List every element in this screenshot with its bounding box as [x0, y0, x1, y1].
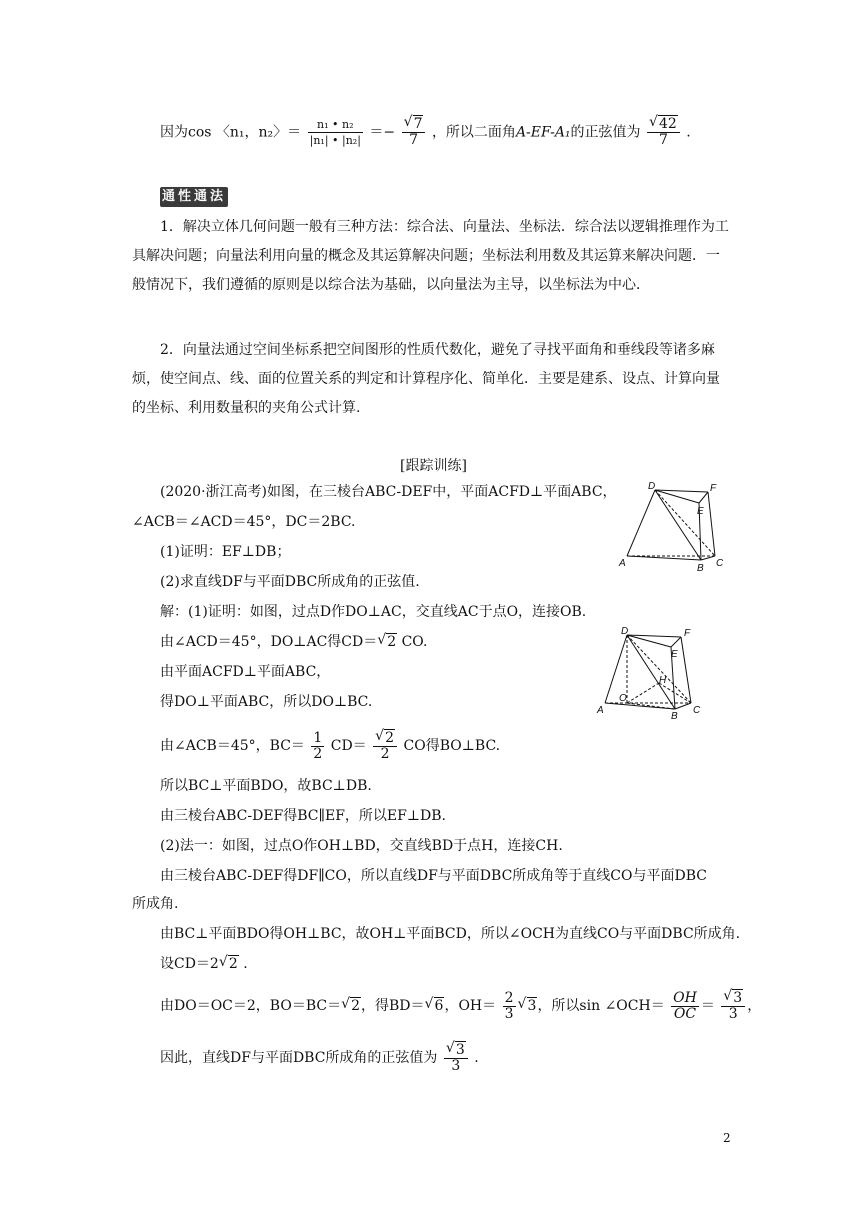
solution-line-14-tail: .: [474, 1050, 479, 1066]
period: .: [686, 124, 691, 141]
edge-BC: [701, 556, 715, 560]
solution-line-11: 由BC⊥平面BDO得OH⊥BC，故OH⊥平面BCD，所以∠OCH为直线CO与平面DBC所成角.: [160, 926, 741, 942]
sqrt-2-radicand: 2: [387, 634, 397, 650]
solution-line-12-tail: .: [243, 956, 248, 972]
question-1: (1)证明：EF⊥DB；: [160, 544, 291, 560]
edge-FC: [681, 637, 691, 703]
problem-line-1: (2020·浙江高考)如图，在三棱台ABC-DEF中，平面ACFD⊥平面ABC，: [160, 484, 617, 500]
final-denominator: 3: [451, 1057, 461, 1074]
sqrt-3-oh: [518, 988, 538, 1024]
edge-DA: [627, 490, 655, 556]
answer-fraction: [647, 117, 680, 148]
sqrt2-numerator: 2: [385, 729, 395, 746]
label-E: E: [697, 506, 704, 517]
solution-line-13-c: ，OH＝: [444, 998, 497, 1014]
solution-line-12-lead: 设CD＝2: [160, 956, 219, 972]
oc-denominator: OC: [673, 1005, 697, 1022]
method-paragraph-1: 1．解决立体几何问题一般有三种方法：综合法、向量法、坐标法．综合法以逻辑推理作为工具解决问题；向量法利用向量的概念及其运算解决问题；坐标法利用数及其运算来解决问题．一般情况下，我们遵循的原则是以综合法为基础，以向量法为主导，以坐标法为中心．: [132, 219, 729, 293]
solution-line-5-tail: CO得BO⊥BC.: [403, 738, 501, 754]
edge-DE: [655, 490, 699, 503]
label-B: B: [671, 711, 678, 720]
oh-over-oc-fraction: [671, 991, 699, 1022]
label-H: H: [659, 675, 667, 686]
label-O: O: [619, 693, 627, 704]
solution-line-13-d: ，所以sin ∠OCH＝: [537, 998, 665, 1014]
sqrt3-denominator: 3: [728, 1005, 738, 1022]
neg-sqrt7-fraction: [402, 117, 426, 148]
two-thirds-denominator: 3: [504, 1005, 514, 1022]
label-D: D: [648, 481, 656, 492]
page-number: 2: [723, 1131, 731, 1145]
edge-BC: [675, 703, 691, 709]
solution-line-9: 由三棱台ABC-DEF得DF∥CO，所以直线DF与平面DBC所成角等于直线CO与平面DBC: [160, 868, 707, 884]
sqrt-6: [425, 988, 445, 1024]
dihedral-angle-name: A-EF-A₁: [515, 124, 571, 141]
label-F: F: [684, 628, 691, 639]
method-paragraph-2: 2．向量法通过空间坐标系把空间图形的性质代数化，避免了寻找平面角和垂线段等诸多麻烦，使空间点、线、面的位置关系的判定和计算程序化、简单化．主要是建系、设点、计算向量的坐标、利用数量积的夹角公式计算.: [132, 342, 720, 416]
solution-line-10: 所成角.: [132, 896, 179, 912]
problem-line-2: ∠ACB＝∠ACD＝45°，DC＝2BC.: [132, 514, 356, 530]
solution-line-2-tail: CO.: [401, 634, 428, 650]
sqrt2-denominator: 2: [380, 745, 390, 762]
solution-line-5-mid: CD＝: [330, 738, 367, 754]
solution-line-14-lead: 因此，直线DF与平面DBC所成角的正弦值为: [160, 1050, 438, 1066]
answer-denominator: 7: [658, 132, 668, 148]
solution-line-13-a: 由DO＝OC＝2，BO＝BC＝: [160, 998, 342, 1014]
solution-line-7: 由三棱台ABC-DEF得BC∥EF，所以EF⊥DB.: [160, 808, 446, 824]
edge-EF: [671, 637, 681, 647]
label-C: C: [693, 705, 701, 716]
edge-EF: [699, 492, 708, 503]
formula-mid: ，所以二面角: [431, 124, 516, 141]
label-F: F: [710, 483, 717, 494]
solution-line-13-f: ，: [747, 998, 762, 1014]
solution-line-2-lead: 由∠ACD＝45°，DO⊥AC得CD＝: [160, 634, 378, 650]
question-2: (2)求直线DF与平面DBC所成角的正弦值.: [160, 574, 420, 590]
normal-fraction: [308, 117, 363, 148]
sqrt-2-cd-radicand: 2: [228, 956, 238, 972]
frustum-figure-1: [615, 478, 735, 573]
solution-line-5-lead: 由∠ACB＝45°，BC＝: [160, 738, 305, 754]
solution-line-14: [160, 1040, 479, 1076]
sqrt-2-cd: [219, 954, 239, 974]
final-answer-fraction: [444, 1043, 468, 1074]
edge-AB: [627, 556, 701, 560]
oh-numerator: OH: [673, 989, 697, 1006]
equals-sign: ＝−: [369, 124, 396, 141]
solution-line-6: 所以BC⊥平面BDO，故BC⊥DB.: [160, 778, 372, 794]
sqrt-2-bc: [341, 988, 361, 1024]
final-sqrt3-numerator: 3: [455, 1041, 465, 1058]
hidden-edge-DC: [627, 635, 691, 703]
half-numerator: 1: [313, 729, 323, 746]
section-title: [跟踪训练]: [400, 458, 467, 474]
sqrt-2-bc-radicand: 2: [351, 998, 361, 1014]
one-half-fraction: [311, 731, 324, 762]
edge-DB: [655, 490, 701, 560]
solution-line-13: [160, 988, 761, 1024]
label-D: D: [621, 626, 629, 637]
solution-line-5: [160, 728, 500, 764]
label-E: E: [671, 649, 678, 660]
sqrt-6-radicand: 6: [434, 998, 444, 1014]
sqrt-2: [377, 632, 397, 652]
sqrt-3-oh-radicand: 3: [527, 998, 537, 1014]
edge-DF: [655, 490, 708, 492]
solution-line-4: 得DO⊥平面ABC，所以DO⊥BC.: [160, 694, 373, 710]
half-denominator: 2: [313, 745, 323, 762]
denominator-7: 7: [409, 132, 418, 148]
fraction-numerator: n₁ • n₂: [308, 117, 363, 133]
solution-line-12: [160, 954, 248, 974]
sqrt3-over-3-fraction: [721, 991, 745, 1022]
solution-line-1: 解：(1)证明：如图，过点D作DO⊥AC，交直线AC于点O，连接OB.: [160, 604, 587, 620]
method-badge: 通性通法: [160, 187, 228, 207]
hidden-edge-DC: [655, 490, 715, 556]
top-formula-line: [160, 117, 691, 148]
solution-line-8: (2)法一：如图，过点O作OH⊥BD，交直线BD于点H，连接CH.: [160, 838, 563, 854]
fraction-denominator: |n₁| • |n₂|: [309, 134, 361, 147]
frustum-figure-2: [595, 625, 715, 720]
two-thirds-fraction: [503, 991, 516, 1022]
label-B: B: [697, 563, 704, 573]
label-A: A: [597, 705, 604, 716]
sqrt-7: 7: [413, 116, 423, 132]
sqrt3-numerator: 3: [733, 989, 743, 1006]
formula-tail: 的正弦值为: [570, 124, 641, 141]
sqrt2-over-2-fraction: [373, 731, 397, 762]
solution-line-3: 由平面ACFD⊥平面ABC，: [160, 664, 331, 680]
solution-line-13-e: ＝: [700, 998, 715, 1014]
solution-line-2: [160, 632, 427, 652]
hidden-edge-OH: [627, 683, 659, 703]
two-thirds-numerator: 2: [504, 989, 514, 1006]
label-C: C: [716, 558, 724, 569]
label-A: A: [619, 558, 626, 569]
formula-lead: 因为cos 〈n₁，n₂〉＝: [160, 124, 302, 141]
sqrt-42: 42: [659, 116, 677, 132]
edge-FC: [708, 492, 715, 556]
solution-line-13-b: ，得BD＝: [361, 998, 425, 1014]
